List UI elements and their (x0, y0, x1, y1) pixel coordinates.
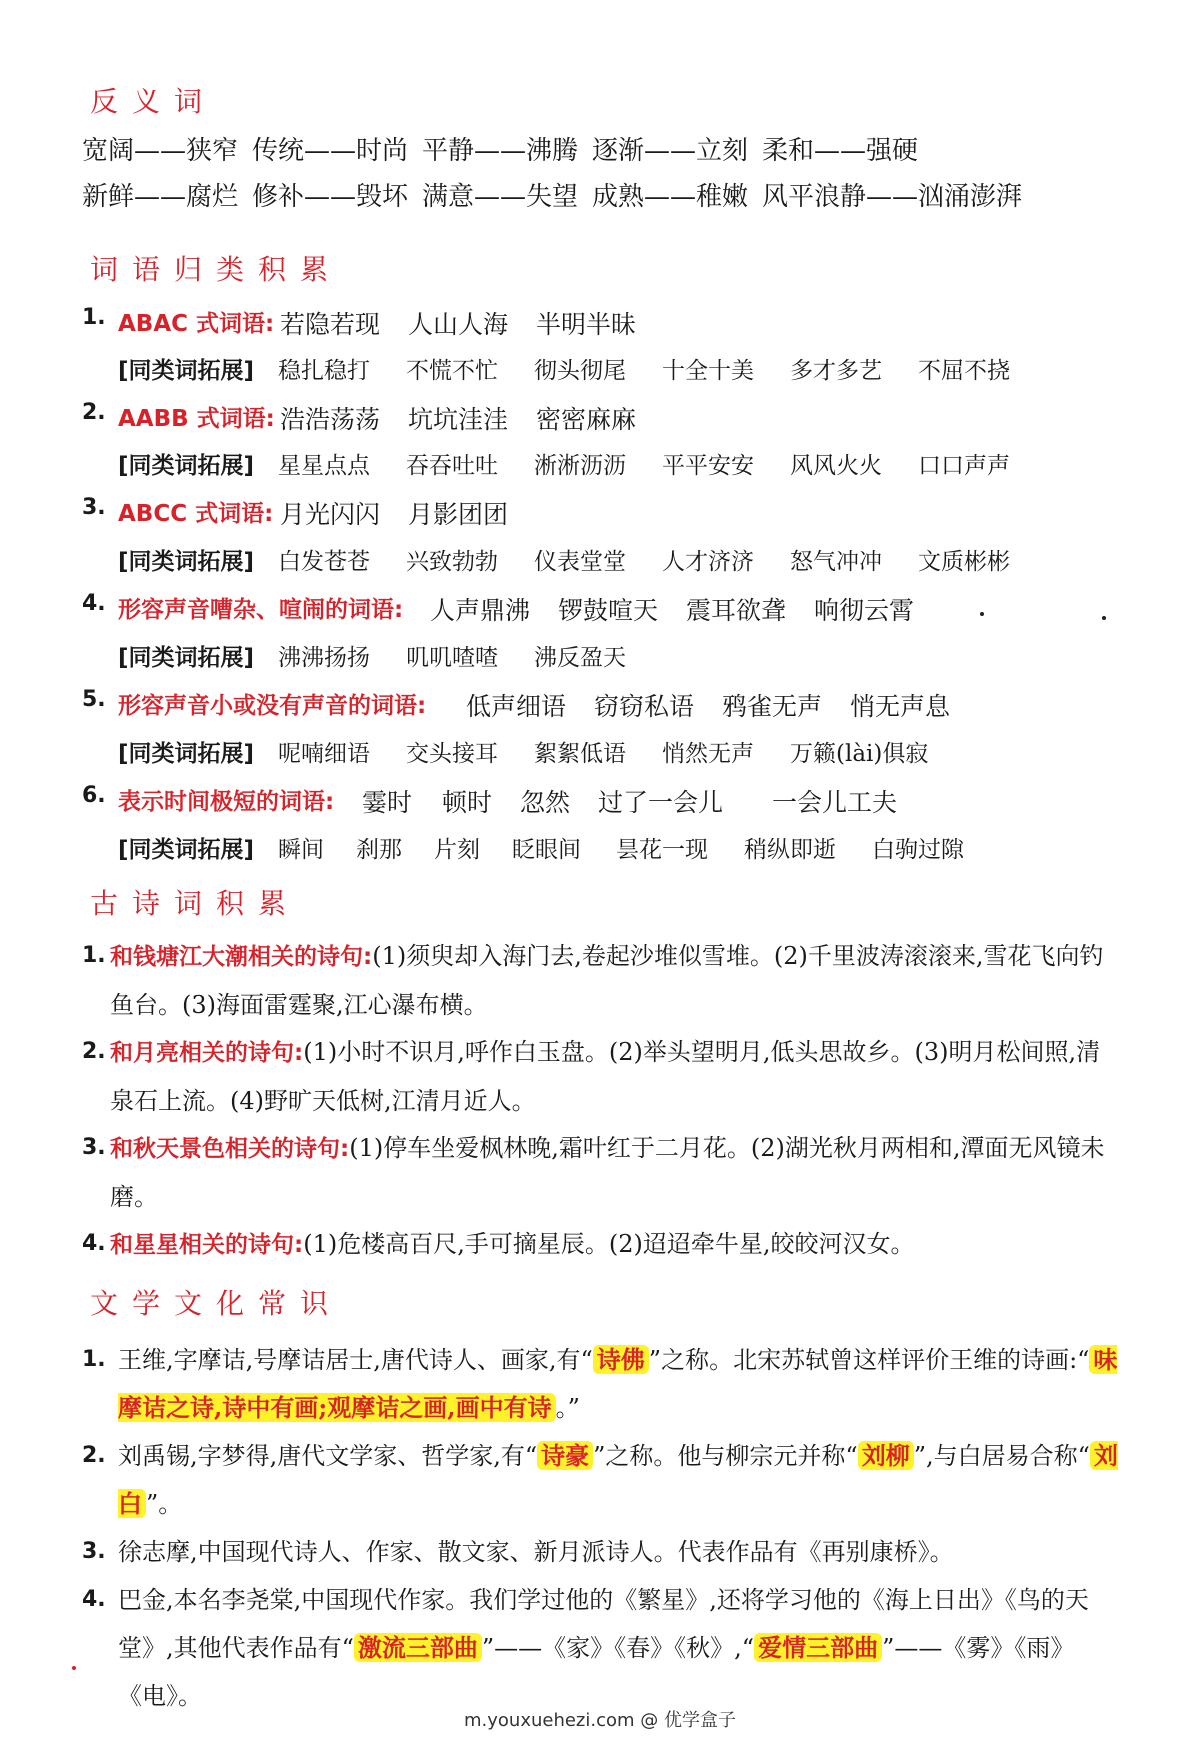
lit-text: 王维,字摩诘,号摩诘居士,唐代诗人、画家,有“ (118, 1346, 593, 1374)
lit-text: 巴金,本名李尧棠,中国现代作家。我们学过他的《繁星》,还将学习他的《海上日出》《鸟的天堂》,其他代表作品有“ (118, 1586, 1089, 1662)
ext-word: 呢喃细语 (278, 741, 370, 767)
ext-word: 絮絮低语 (534, 741, 626, 767)
highlight: 激流三部曲 (354, 1633, 482, 1662)
word: 顿时 (442, 788, 493, 817)
word: 若隐若现 (280, 310, 381, 339)
word: 半明半昧 (536, 310, 637, 339)
antonym-pair: 新鲜——腐烂 (82, 182, 239, 212)
extension-label: [同类词拓展] (118, 837, 255, 863)
ext-word: 片刻 (434, 837, 480, 863)
item-number: 4. (82, 1587, 106, 1612)
ext-word: 十全十美 (662, 358, 754, 384)
item-number: 3. (82, 1135, 106, 1160)
ext-word: 星星点点 (278, 453, 370, 479)
item-number: 1. (82, 305, 106, 330)
ext-word: 白发苍苍 (278, 549, 370, 575)
poetry-text: (1)停车坐爱枫林晚,霜叶红于二月花。(2)湖光秋月两相和,潭面无风镜未磨。 (110, 1134, 1105, 1211)
ext-word: 眨眼间 (512, 837, 581, 863)
ext-word: 白驹过隙 (872, 837, 964, 863)
lit-text: ”——《雾》《雨》《电》。 (118, 1634, 1075, 1710)
item-number: 2. (82, 1443, 106, 1468)
ext-word: 悄然无声 (662, 741, 754, 767)
category-label: 表示时间极短的词语: (118, 789, 335, 815)
word: 霎时 (362, 788, 413, 817)
poetry-item-4 (82, 1220, 1122, 1269)
highlight: 味摩诘之诗,诗中有画;观摩诘之画,画中有诗 (118, 1345, 1118, 1422)
poetry-item-3 (82, 1124, 1122, 1221)
extension-label: [同类词拓展] (118, 741, 255, 767)
extension-label: [同类词拓展] (118, 549, 255, 575)
word: 月影团团 (408, 500, 509, 529)
antonym-pair: 成熟——稚嫩 (592, 182, 749, 212)
ext-word: 兴致勃勃 (406, 549, 498, 575)
ext-word: 文质彬彬 (918, 549, 1010, 575)
item-number: 4. (82, 591, 106, 616)
word: 月光闪闪 (280, 500, 381, 529)
footer-watermark: m.youxuehezi.com @ 优学盒子 (463, 1710, 736, 1731)
ext-word: 交头接耳 (406, 741, 498, 767)
antonym-pair: 柔和——强硬 (762, 136, 919, 166)
ext-word: 吞吞吐吐 (406, 453, 498, 479)
antonym-pair: 宽阔——狭窄 (82, 136, 239, 166)
poetry-label: 和月亮相关的诗句: (110, 1040, 304, 1066)
ext-word: 口口声声 (918, 453, 1010, 479)
highlight: 诗豪 (537, 1441, 593, 1470)
lit-text: ”之称。他与柳宗元并称“ (593, 1442, 858, 1470)
ext-word: 沸沸扬扬 (278, 645, 370, 671)
word: 密密麻麻 (536, 405, 637, 434)
section-title-poetry: 古诗词积累 (90, 887, 301, 920)
antonym-pair: 平静——沸腾 (422, 136, 579, 166)
item-number: 6. (82, 783, 106, 808)
ext-word: 瞬间 (278, 837, 324, 863)
poetry-item-1 (82, 932, 1122, 1029)
ext-word: 多才多艺 (790, 358, 882, 384)
word: 震耳欲聋 (686, 596, 787, 625)
item-number: 3. (82, 495, 106, 520)
ext-word: 刹那 (356, 837, 402, 863)
item-number: 2. (82, 400, 106, 425)
ext-word: 叽叽喳喳 (406, 645, 498, 671)
ext-word: 怒气冲冲 (790, 549, 882, 575)
ext-word: 不屈不挠 (918, 358, 1010, 384)
lit-text: ”,与白居易合称“ (913, 1442, 1090, 1470)
word: 人声鼎沸 (430, 596, 531, 625)
section-title-categories: 词语归类积累 (90, 253, 343, 286)
section-title-antonyms: 反义词 (90, 85, 217, 118)
word: 一会儿工夫 (772, 788, 898, 817)
item-number: 3. (82, 1539, 106, 1564)
item-number: 1. (82, 943, 106, 968)
ext-word: 不慌不忙 (406, 358, 498, 384)
poetry-text: (1)小时不识月,呼作白玉盘。(2)举头望明月,低头思故乡。(3)明月松间照,清泉石上流。(4)野旷天低树,江清月近人。 (110, 1038, 1101, 1115)
word: 响彻云霄 (814, 596, 915, 625)
word: 悄无声息 (850, 692, 951, 721)
word: 坑坑洼洼 (408, 405, 509, 434)
ext-word: 彻头彻尾 (534, 358, 626, 384)
extension-label: [同类词拓展] (118, 358, 255, 384)
item-number: 4. (82, 1231, 106, 1256)
ext-word: 平平安安 (662, 453, 754, 479)
ext-word: 风风火火 (790, 453, 882, 479)
highlight: 刘柳 (858, 1441, 914, 1470)
literature-item-3 (82, 1528, 1122, 1576)
poetry-label: 和秋天景色相关的诗句: (110, 1136, 350, 1162)
antonym-pair: 满意——失望 (422, 182, 579, 212)
word: 人山人海 (408, 310, 509, 339)
item-number: 1. (82, 1347, 106, 1372)
word: 锣鼓喧天 (558, 596, 659, 625)
extension-label: [同类词拓展] (118, 453, 255, 479)
lit-text: 刘禹锡,字梦得,唐代文学家、哲学家,有“ (118, 1442, 538, 1470)
category-label: ABAC 式词语: (118, 311, 275, 337)
scan-dot (1102, 616, 1106, 620)
word: 鸦雀无声 (722, 692, 823, 721)
lit-text: 徐志摩,中国现代诗人、作家、散文家、新月派诗人。代表作品有《再别康桥》。 (118, 1538, 954, 1566)
lit-text: ”——《家》《春》《秋》,“ (481, 1634, 755, 1662)
literature-item-4 (82, 1576, 1122, 1720)
literature-item-1 (82, 1336, 1122, 1432)
scan-dot (72, 1666, 76, 1670)
antonym-pair: 修补——毁坏 (252, 182, 409, 212)
word: 过了一会儿 (598, 788, 724, 817)
highlight: 刘白 (118, 1441, 1118, 1518)
word: 忽然 (520, 788, 571, 817)
word: 窃窃私语 (594, 692, 695, 721)
poetry-label: 和星星相关的诗句: (110, 1232, 304, 1258)
word: 浩浩荡荡 (280, 405, 381, 434)
lit-text: 。” (555, 1394, 580, 1422)
ext-word: 昙花一现 (616, 837, 708, 863)
item-number: 5. (82, 687, 106, 712)
ext-word: 人才济济 (662, 549, 754, 575)
section-title-literature: 文学文化常识 (90, 1287, 343, 1320)
ext-word: 沸反盈天 (534, 645, 626, 671)
scan-dot (980, 612, 984, 616)
ext-word: 万籁(lài)俱寂 (790, 741, 929, 767)
category-label: ABCC 式词语: (118, 501, 274, 527)
word: 低声细语 (466, 692, 567, 721)
category-label: 形容声音嘈杂、喧闹的词语: (118, 597, 404, 623)
antonym-pair: 逐渐——立刻 (592, 136, 749, 166)
ext-word: 淅淅沥沥 (534, 453, 626, 479)
ext-word: 稳扎稳打 (278, 358, 370, 384)
category-label: 形容声音小或没有声音的词语: (118, 693, 427, 719)
poetry-text: (1)须臾却入海门去,卷起沙堆似雪堆。(2)千里波涛滚滚来,雪花飞向钓鱼台。(3)海面雷霆聚,江心瀑布横。 (110, 942, 1104, 1019)
poetry-text: (1)危楼高百尺,手可摘星辰。(2)迢迢牵牛星,皎皎河汉女。 (303, 1230, 915, 1258)
literature-item-2 (82, 1432, 1122, 1528)
item-number: 2. (82, 1039, 106, 1064)
poetry-label: 和钱塘江大潮相关的诗句: (110, 944, 373, 970)
antonym-pair: 传统——时尚 (252, 136, 409, 166)
lit-text: ”。 (146, 1490, 183, 1518)
lit-text: ”之称。北宋苏轼曾这样评价王维的诗画:“ (648, 1346, 1090, 1374)
extension-label: [同类词拓展] (118, 645, 255, 671)
ext-word: 稍纵即逝 (744, 837, 836, 863)
category-label: AABB 式词语: (118, 406, 275, 432)
ext-word: 仪表堂堂 (534, 549, 626, 575)
antonym-pair: 风平浪静——汹涌澎湃 (762, 182, 1023, 212)
poetry-item-2 (82, 1028, 1122, 1125)
highlight: 爱情三部曲 (754, 1633, 882, 1662)
highlight: 诗佛 (593, 1345, 649, 1374)
